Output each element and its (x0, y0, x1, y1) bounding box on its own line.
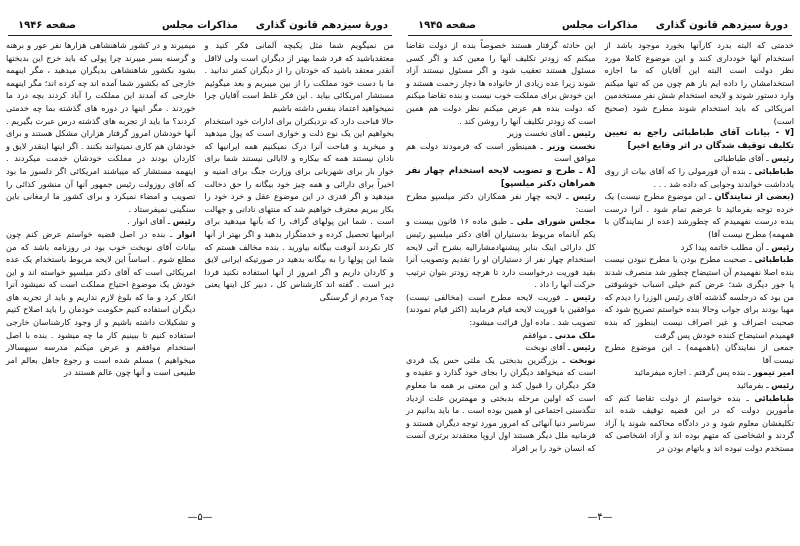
paragraph: طباطبائی ـ بنده خواستم از دولت تقاضا کنم که مأمورین دولت که در این قضیه توقیف شده اند تکلیفشان معلوم شود و در دادگاه محاکمه شوند یا آزاد گردند و اشخاصی که متهم بوده اند و آزاد اشخاصی که مستخدم دولت نبوده اند و باتهام بودن در (604, 392, 794, 453)
speaker-name: امیر تیمور (753, 367, 794, 378)
paragraph: رئیس ـ آقای نخست وزیر (507, 128, 596, 139)
paragraph: رئیس ـ بفرمائید (736, 380, 794, 391)
paragraph: میمیرند و در کشور شاهنشاهی هزارها نفر عور و برهنه و گرسنه بسر میبرند چرا پولی که باید خرج این بدبختها بشود بکشور شاهنشاهی بدیگران میدهید ، مگر اینهمه خارجی که بکشور شما آمده اند چه کرده اند؛ مگر اینهمه خارجی که آمدند این مملکت را آباد کردند بچه درد ما خوردند . مگر اینها در دوره های گذشته بما چه خدمتی کردند؟ ما باید از تجربه های گذشته درس عبرت بگیریم . آنها خودشان امروز گرفتار هزاران مشکل هستند و برای خودشان هم کاری نمیتوانند بکنند . اگر اینها اینقدر لایق و کاردان بودند در مملکت خودشان خدمت میکردند . اینهمه مستشار که میباشند امریکائی اگر دلسوز ما بود که آقای روزولت رئیس جمهور آنها آن منشور کذائی را تصویب و امضاء نمیکرد و برای کشور ما ارمغانی باین سنگینی نمیفرستاد . (6, 40, 196, 214)
speaker-name: رئیس (572, 342, 596, 353)
paragraph: طباطبائی ـ بنده آن فورمولی را که آقای بیات از روی یادداشت خواندند وجوابی که داده شد . . . (604, 165, 794, 189)
paragraph: رئیس ـ آن مطلب خاتمه پیدا کرد (680, 241, 794, 252)
header-title: مذاکرات مجلس (161, 20, 239, 31)
section-heading: [۸ ـ طرح و تصویب لایحه استخدام چهار نفر همراهان دکتر میلسپو] (406, 165, 596, 189)
speaker-name: رئیس (172, 216, 196, 227)
speaker-name: مجلس شورای ملی (516, 216, 596, 227)
paragraph: خدمتی که البته بدرد کارآنها بخورد موجود باشد از استخدام آنها خودداری کنند و این موضوع کاملا مورد نظر دولت است البته این آقایان که ما اجازه استخدامشان را داده ایم باز هم چون من که تنها میکنم وارد دستور شوند و لایحه استخدام شش نفر مستخدمین امریکائی که باید استخدام شوند مطرح شود (صحیح است) (604, 40, 794, 126)
page-number: صفحه ۱۹۴۵ (418, 20, 477, 31)
paragraph: رئیس ـ فوریت لایحه مطرح است (مخالفی نیست) موافقین با فوریت لایحه قیام فرمایند (اکثر قیام نمودند) تصویب شد . ماده اول قرائت میشود: (406, 291, 596, 328)
speaker-name: طباطبائی (754, 392, 794, 403)
paragraph: رئیس ـ آقای نوبخت (525, 342, 596, 353)
paragraph: رئیس ـ آقای انوار . (127, 216, 196, 227)
speaker-name: طباطبائی (754, 254, 794, 265)
term-label: دورهٔ سیزدهم قانون گذاری (255, 20, 388, 31)
speaker-name: رئیس (572, 291, 596, 302)
paragraph: این حادثه گرفتار هستند خصوصاً بنده از دولت تقاضا میکنم که زودتر تکلیف آنها را معین کند و اگر کسی مسئول هستند تعقیب شود و اگر مسئول نیستند آزاد شوند زیرا عده زیادی از خانواده ها دچار زحمت هستند و این خودش برای مملکت خوب نیست و بنده تقاضا میکنم که دولت بنده هم عرض میکنم نظر دولت هم همین است که زودتر تکلیف آنها را روشن کند . (406, 40, 596, 126)
speaker-name: نوبخت (569, 354, 596, 365)
speaker-name: رئیس (572, 128, 596, 139)
paragraph: من نمیگویم شما مثل یکبچه آلمانی فکر کنید و معتقدباشید که فرد شما بهتر از دیگران است ولی لااقل آنقدر معتقد باشید که خودتان را از دیگران کمتر ندانید . ما با دست خود مملکت را از بین میبریم و بعد میگوئیم مستشار امریکائی بیاید . این فکر غلط است آقایان چرا نمیخواهید اعتماد بنفس داشته باشیم (204, 40, 394, 113)
speaker-name: رئیس (771, 153, 794, 164)
page-footer: —۵— (187, 512, 213, 523)
speaker-name: نخست وزیر (547, 140, 596, 151)
paragraph: نخست وزیر ـ همینطور است که فرمودند دولت هم موافق است (406, 140, 596, 164)
page-1945 (400, 0, 800, 546)
speaker-name: رئیس (572, 191, 596, 202)
paragraph: حالا قباحت دارد که نزدیکتران برای ادارات خود استخدام بخواهیم این یک نوع ذلت و خواری است که پول میدهید و میخرید و قباحت آنرا درک نمیکنیم همه ایرانیها که نادان نیستند همه که بیکاره و لاابالی نیستند شما برای خوار بار برای شهربانی برای وزارت جنگ برای امنیه و اخیراً برای دارائی و همه چیز خود بیگانه را حق دخالت میدهید و اگر قدری در این موضوع عقل و خرد خود را بکار ببریم معترف خواهیم شد که منتهای نادانی و جهالت است . شما این پولهای گزاف را که بآنها میدهید برای ایرانیها تحصیل کرده و خدمتگزار بدهید و اگر بهتر از آنها کار نکردند آنوقت بیگانه بیاورید . بنده مخالف هستم که شما این پولها را به بیگانه بدهید در صورتیکه ایرانی لایق و کاردان داریم و اگر امروز از آنها استفاده نکنید فردا دیر است . گفته اند کارشناس کل ، دبیر کل اینها یعنی چه؟ مردم از گرسنگی (204, 115, 394, 302)
paragraph: ملک مدنی ـ موافقم (522, 329, 596, 340)
speaker-name: رئیس (771, 241, 794, 252)
column-right (605, 39, 795, 455)
paragraph: انوار ـ بنده در اصل قضیه خواستم عرض کنم چون بیانات آقای نوبخت خوب بود در روزنامه باشد که من مطلع شوم . اساساً این لایحه مربوط باستخدام یک عده امریکائی است که آقای دکتر میلسپو خواسته اند و این خودش یک موضوع احتیاج مملکت است که نمیشود آنرا انکار کرد و ما که بلوغ لازم نداریم و باید از تجربه های دیگران استفاده کنیم حکومت خودمان را باید اصلاح کنیم و تشکیلات داشته باشیم و از وجود کارشناسان خارجی استفاده کنیم تا ببینیم کار ما چه میشود . بنده با اصل استخدام موافقم و عرض میکنم مدرسه سپهسالار میخواهیم ) مسلم شده است و رجوع جاهل بعالم امر طبیعی است و آنها چون عالم هستند در (6, 228, 196, 378)
term-label: دورهٔ سیزدهم قانون گذاری (655, 20, 788, 31)
column-left (6, 39, 196, 379)
page-header (8, 20, 392, 36)
paragraph: مجلس شورای ملی ـ طبق ماده ۱۶ قانون بیست و یکم آبانماه مربوط بدستیاران آقای دکتر میلسپو رئیس کل دارائی اینک بنابر پیشنهادمشارالیه بشرح آتی لایحه استخدام چهار نفر از دستیاران او را تقدیم وتصویب آنرا بقید فوریت درخواست دارد تا هرچه زودتر بتوان ترتیب حرکت آنها را داد . (406, 216, 596, 290)
paragraph: رئیس ـ آقای طباطبائی (713, 153, 794, 164)
column-left (406, 39, 596, 455)
page-number: صفحه ۱۹۴۶ (18, 20, 77, 31)
page-footer: —۴— (587, 512, 613, 523)
paragraph: طباطبائی ـ صحبت مطرح بودن یا مطرح نبودن نیست بنده اصلا نفهمیدم آن استیضاح چطور شد منصرف شدند یا جور دیگری شد؛ عرض کنم خیلی اسباب خوشوقتی من بود که درجلسه گذشته آقای رئیس الوزرا را دیدم که مهیا بودند برای جواب وحالا بنده خواستم تصریح شود که صحبت اصراف و غیر اصراف نیست اینطور که بنده فهمیدم استیضاح کننده خودش پس گرفت (604, 254, 794, 340)
paragraph: نوبخت ـ بزرگترین بدبختی یک ملتی حس یک فردی است که میخواهد دیگران را بجای خود گذارد و عقیده و فکر دیگران را قبول کند و این معنی بر همه ما معلوم است که اولین مرحله بدبختی و مهمترین علت ازدیاد تنگدستی اجتماعی او همین بوده است . ما باید بدانیم در سرتاسر دنیا آنهائی که امروز مورد توجه دیگران هستند و فرمانیه ملل دیگر هستند اول اروپا معتقدند برتری آنست که انسان خود را بر افراد (406, 354, 596, 453)
section-heading: [۷ - بیانات آقای طباطبائی راجع به تعیین تکلیف توقیف شدگان در اثر وقایع اخیر] (604, 128, 794, 151)
paragraph: امیر تیمور ـ بنده پس گرفتم . اجازه میفرمائید (634, 367, 794, 378)
header-title: مذاکرات مجلس (561, 20, 639, 31)
speaker-name: انوار (176, 228, 196, 239)
page-header (408, 20, 792, 36)
speaker-name: (بعضی از نمایندگان (714, 191, 794, 202)
paragraph: رئیس ـ لایحه چهار نفر همکاران دکتر میلسپو مطرح است: (406, 191, 596, 214)
paragraph: (بعضی از نمایندگان ـ این موضوع مطرح نیست) یک خرده توجه بفرمائید تا عرضم تمام شود . آنرا درست بنده درست نفهمیدم که چطورشد (عده از نمایندگان با همهمه) مطرح نیست آقا) (604, 191, 794, 239)
speaker-name: طباطبائی (754, 165, 794, 176)
speaker-name: رئیس (771, 380, 794, 391)
paragraph: جمعی از نمایندگان (باهمهمه) ـ این موضوع مطرح نیست آقا (604, 342, 794, 365)
speaker-name: ملک مدنی (554, 329, 596, 340)
column-right (205, 39, 395, 379)
